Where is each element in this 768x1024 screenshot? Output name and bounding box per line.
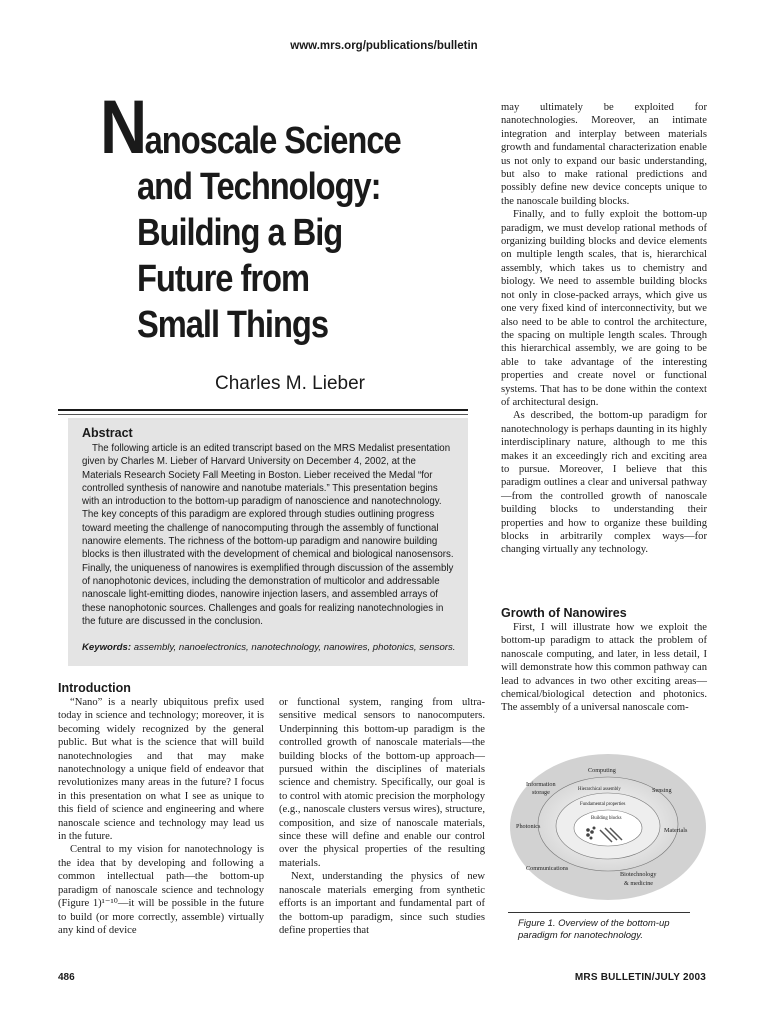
label-storage: storage — [532, 789, 550, 796]
title-line-4: Future from — [136, 258, 309, 300]
label-computing: Computing — [588, 767, 616, 774]
title-dropcap: N — [100, 85, 145, 170]
label-photonics: Photonics — [516, 823, 541, 830]
body-column-2 — [279, 696, 485, 937]
title-line-1: anoscale Science — [144, 120, 401, 162]
title-rule-thick — [58, 409, 468, 411]
title-line-5: Small Things — [136, 304, 328, 346]
figure-caption: Figure 1. Overview of the bottom-up paradigm for nanotechnology. — [518, 918, 670, 941]
paragraph: First, I will illustrate how we exploit the bottom-up paradigm to attack the problem of nanoscale computing, and later, in less detail, I will demonstrate how this common pathway can lead to advances in two other exciting areas—chemical/biological detection and photonics. The assembly of a universal nanoscale com- — [501, 622, 707, 714]
label-biotechnology: Biotechnology — [620, 871, 657, 878]
paragraph: Next, understanding the physics of new nanoscale materials emerging from synthetic efforts is an important and fundamental part of the bottom-up paradigm, since such studies define properties that — [279, 871, 485, 936]
title-line-2: and Technology: — [136, 166, 381, 208]
keywords-list: assembly, nanoelectronics, nanotechnology, nanowires, photonics, sensors. — [133, 642, 456, 653]
label-medicine: & medicine — [624, 880, 654, 887]
paragraph: may ultimately be exploited for nanotechnologies. Moreover, an intimate integration and interplay between materials growth and fundamental characterization enable us not only to expand our basic understanding, but also to make rational predictions and possibly define new device concepts unique to the nanoscale building blocks. — [501, 102, 707, 207]
body-column-1 — [58, 696, 264, 937]
abstract-heading: Abstract — [82, 426, 133, 440]
abstract-text: The following article is an edited transcript based on the MRS Medalist presentation given by Charles M. Lieber of Harvard University on December 4, 2002, at the Materials Research Society Fall Meeting in Boston. Lieber received the Medal “for controlled synthesis of nanowire and nanotube materials.” This presentation begins with an introduction to the bottom-up paradigm of nanoscience and nanotechnology. The key concepts of this paradigm are explored through studies outlining progress toward meeting the challenge of nanocomputing through the assembly of functional nanowire elements. The richness of the bottom-up paradigm and nanowire building blocks is then illustrated with the development of chemical and biological nanosensors. Finally, the uniqueness of nanowires is exemplified through discussion of the assembly of nanophotonic devices, including the demonstration of multicolor and addressable nanoscale light-emitting diodes, nanowire injection lasers, and assembled arrays of these nanophotonic sources. Challenges and goals for realizing nanotechnologies in the future are discussed in the conclusion. — [82, 443, 454, 627]
page-number: 486 — [58, 972, 75, 983]
paragraph: As described, the bottom-up paradigm for nanotechnology is perhaps daunting in its highly interdisciplinary nature, although to me this makes it an exceedingly rich and exciting area to pursue. Moreover, I believe that this paradigm outlines a clear and universal pathway—from the controlled growth of nanoscale building blocks to understanding their properties and how to organize these building blocks in arbitrarily complex ways—for changing virtually any technology. — [501, 410, 707, 556]
label-sensing: Sensing — [652, 787, 672, 794]
label-hierarchical-assembly: Hierarchical assembly — [578, 787, 621, 792]
paragraph: “Nano” is a nearly ubiquitous prefix used today in science and technology; moreover, it is becoming widely recognized by the general public. But what is the science that will build nanotechnologies and that may make nanotechnology a unique field of endeavor that revolutionizes many areas in the future? I focus in this presentation on what I see as unique to this field of science and engineering and where nanoscale science and technology may lead us in the future. — [58, 697, 264, 843]
paragraph: Central to my vision for nanotechnology is the idea that by developing and following a common intellectual path—the bottom-up paradigm of nanoscale science and technology (Figure 1)¹⁻¹⁰—it will be possible in the future to build (or more correctly, assemble) virtually any kind of device — [58, 844, 264, 936]
paragraph: or functional system, ranging from ultra-sensitive medical sensors to nanocomputers. Underpinning this bottom-up paradigm is the controlled growth of nanoscale materials—the building blocks of the bottom-up approach—pursued within the disciplines of materials science and chemistry. Specifically, our goal is to control with atomic precision the morphology (e.g., nanoscale clusters versus wires), structure, composition, and size of nanoscale materials, since these will define and enable our control over the physical properties of the resulting materials. — [279, 697, 485, 869]
label-fundamental-properties: Fundamental properties — [580, 802, 626, 807]
journal-footer: MRS BULLETIN/JULY 2003 — [574, 972, 706, 983]
title-line-3: Building a Big — [136, 212, 343, 254]
title-rule-thin — [58, 414, 468, 415]
label-communications: Communications — [526, 865, 569, 872]
body-column-3 — [501, 101, 707, 557]
article-title — [100, 85, 418, 348]
section-heading-introduction: Introduction — [58, 681, 131, 695]
label-information: Information — [526, 781, 556, 788]
body-column-3-continued — [501, 621, 707, 715]
caption-rule — [508, 912, 690, 913]
journal-url[interactable]: www.mrs.org/publications/bulletin — [290, 40, 478, 52]
abstract-box — [68, 418, 468, 666]
section-heading-growth-of-nanowires: Growth of Nanowires — [501, 606, 627, 620]
keywords — [82, 642, 455, 653]
label-building-blocks: Building blocks — [591, 816, 622, 821]
paragraph: Finally, and to fully exploit the bottom-up paradigm, we must develop rational methods of organizing building blocks and device elements on multiple length scales, that is, hierarchical assembly, which takes us to chemistry and biology. We need to assemble building blocks not only in close-packed arrays, which give us one very fixed kind of interconnectivity, but we also need to be able to control the architecture, the spacing on multiple length scales. Through this hierarchical assembly, we are going to be able to take advantage of the interesting properties and create novel or functional systems. That has to be done within the context of architectural design. — [501, 209, 707, 408]
author-name: Charles M. Lieber — [215, 373, 365, 394]
figure-1-diagram — [508, 752, 708, 902]
label-materials: Materials — [664, 827, 688, 834]
keywords-label: Keywords: — [82, 642, 132, 653]
